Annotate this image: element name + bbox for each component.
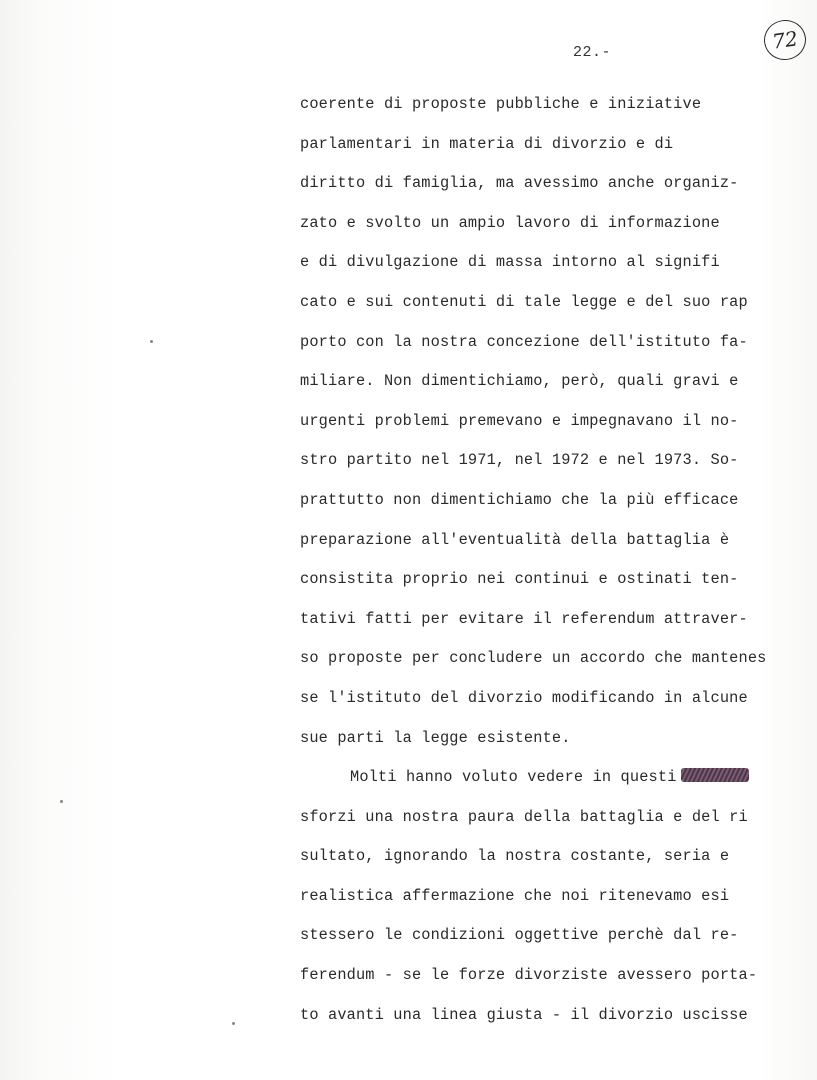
text-line: ferendum - se le forze divorziste avessero porta- bbox=[300, 966, 758, 985]
text-line: sultato, ignorando la nostra costante, seria e bbox=[300, 847, 730, 866]
text-line: stessero le condizioni oggettive perchè dal re- bbox=[300, 926, 739, 945]
text-line: urgenti problemi premevano e impegnavano il no- bbox=[300, 411, 739, 430]
text-line: porto con la nostra concezione dell'istituto fa- bbox=[300, 332, 748, 351]
text-line: preparazione all'eventualità della battaglia è bbox=[300, 530, 730, 549]
text-line: consistita proprio nei continui e ostinati ten- bbox=[300, 570, 739, 589]
text-line: e di divulgazione di massa intorno al signifi bbox=[300, 253, 720, 272]
text-line: parlamentari in materia di divorzio e di bbox=[300, 134, 674, 153]
text-line: se l'istituto del divorzio modificando in alcune bbox=[300, 688, 748, 707]
text-line: sforzi una nostra paura della battaglia e del ri bbox=[300, 807, 748, 826]
text-line: prattutto non dimentichiamo che la più efficace bbox=[300, 490, 739, 509]
text-line: sue parti la legge esistente. bbox=[300, 728, 571, 747]
paper-speck bbox=[60, 800, 63, 803]
paragraph-1 bbox=[300, 89, 800, 762]
text-line-first bbox=[300, 762, 800, 802]
paragraph-2 bbox=[300, 762, 800, 1039]
text-line: miliare. Non dimentichiamo, però, quali gravi e bbox=[300, 372, 739, 391]
archive-stamp bbox=[761, 17, 808, 62]
paper-speck bbox=[150, 340, 153, 343]
text-line: to avanti una linea giusta - il divorzio uscisse bbox=[300, 1005, 748, 1024]
text-line: realistica affermazione che noi ritenevamo esi bbox=[300, 886, 730, 905]
text-line: so proposte per concludere un accordo che mantenes bbox=[300, 649, 767, 668]
page-number: 22.- bbox=[573, 44, 612, 61]
text-line: tativi fatti per evitare il referendum attraver- bbox=[300, 609, 748, 628]
archive-stamp-number: 72 bbox=[770, 26, 800, 54]
text-line-content: Molti hanno voluto vedere in questi bbox=[350, 768, 677, 787]
text-line: cato e sui contenuti di tale legge e del suo rap bbox=[300, 292, 748, 311]
text-line: diritto di famiglia, ma avessimo anche organiz- bbox=[300, 174, 739, 193]
typed-text-body bbox=[300, 89, 800, 1039]
paper-speck bbox=[232, 1022, 235, 1025]
struck-out-word bbox=[681, 768, 749, 782]
text-line: zato e svolto un ampio lavoro di informazione bbox=[300, 213, 720, 232]
text-line: coerente di proposte pubbliche e iniziative bbox=[300, 95, 702, 113]
text-line: stro partito nel 1971, nel 1972 e nel 1973. So- bbox=[300, 451, 739, 470]
